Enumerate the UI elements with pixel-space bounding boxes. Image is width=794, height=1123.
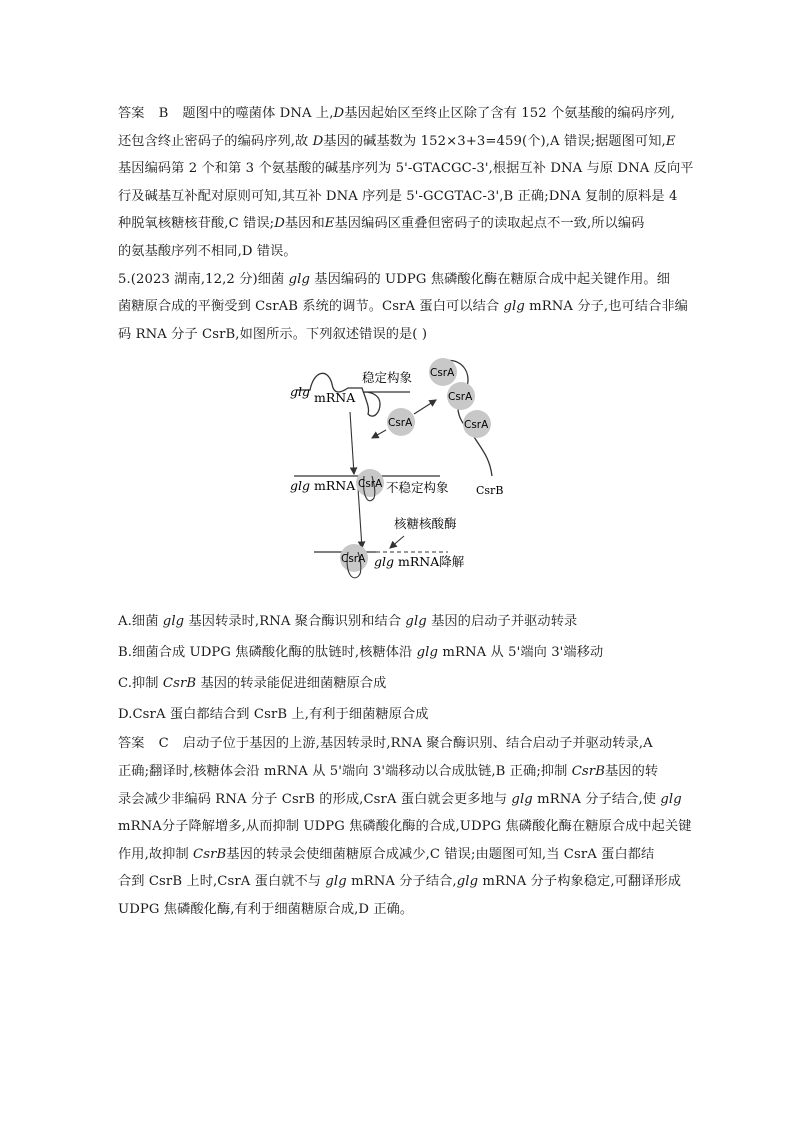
text-line	[118, 321, 688, 349]
italic-term: D	[333, 106, 345, 121]
label-csra: CsrA	[448, 391, 473, 404]
text-line	[118, 293, 688, 321]
label-csrb: CsrB	[476, 484, 504, 498]
italic-term: D	[312, 133, 324, 149]
text-line	[118, 637, 688, 668]
label-mrna: mRNA	[314, 478, 356, 494]
text-line	[118, 699, 688, 730]
text-line	[118, 786, 688, 814]
label-csra: CsrA	[464, 419, 489, 432]
text-span: 作用,故抑制	[118, 846, 194, 862]
q5-answer	[118, 730, 692, 923]
text-span: 题图中的噬菌体 DNA 上,	[182, 106, 334, 121]
label-stable: 稳定构象	[362, 370, 413, 386]
text-span: 基因的碱基数为 152×3+3=459(个),A 错误;据题图可知,	[323, 133, 666, 149]
italic-term: glg	[325, 874, 347, 890]
text-line	[118, 128, 688, 156]
rnase-arrow	[390, 536, 404, 548]
document-page	[118, 100, 694, 924]
text-span: C	[158, 736, 169, 752]
text-span: mRNA 分子,也可结合非编	[524, 299, 688, 315]
text-line	[118, 266, 688, 294]
text-line	[118, 841, 688, 869]
text-span: 基因转录时,RNA 聚合酶识别和结合	[184, 614, 406, 630]
text-span: 基因编码第 2 个和第 3 个氨基酸的碱基序列为 5'-GTACGC-3',根据互补 DNA 与原 DNA 反向平	[118, 161, 694, 177]
csra-regulation-diagram	[118, 348, 688, 606]
label-glg: glg	[290, 384, 311, 400]
label-rnase: 核糖核酸酶	[394, 516, 457, 532]
text-line	[118, 100, 688, 128]
arrow-down-2	[358, 488, 362, 548]
text-span: mRNA 分子结合,	[346, 874, 457, 890]
q5-options	[118, 606, 688, 730]
text-span: 还包含终止密码子的编码序列,故	[118, 133, 313, 149]
text-line	[118, 210, 688, 238]
text-span: 的氨基酸序列不相同,D 错误。	[118, 243, 297, 259]
text-line	[118, 606, 688, 637]
text-span: 正确;翻译时,核糖体会沿 mRNA 从 5'端向 3'端移动以合成肽链,B 正确;抑制	[118, 763, 572, 779]
q4-answer	[118, 100, 694, 266]
text-span: mRNA 分子构象稳定,可翻译形成	[478, 874, 682, 890]
text-span: A.细菌	[118, 614, 163, 630]
text-span: B.细菌合成 UDPG 焦磷酸化酶的肽链时,核糖体沿	[118, 645, 417, 661]
text-span: 基因的转录能促进细菌糖原合成	[196, 676, 387, 692]
text-span: D.CsrA 蛋白都结合到 CsrB 上,有利于细菌糖原合成	[118, 707, 429, 723]
italic-term: glg	[456, 874, 479, 890]
text-span: 合到 CsrB 上时,CsrA 蛋白就不与	[118, 874, 326, 890]
text-span: 基因的转	[605, 763, 659, 779]
text-span: 基因和	[284, 216, 325, 232]
label-glg: glg	[290, 478, 311, 494]
text-span: B	[158, 106, 169, 121]
text-span: 菌糖原合成的平衡受到 CsrAB 系统的调节。CsrA 蛋白可以结合	[118, 299, 504, 315]
text-span: 基因的转录会使细菌糖原合成减少,C 错误;由题图可知,当 CsrA 蛋白都结	[226, 846, 655, 862]
italic-term: CsrB	[571, 763, 605, 779]
italic-term: glg	[162, 614, 185, 630]
text-span: UDPG 焦磷酸化酶,有利于细菌糖原合成,D 正确。	[118, 901, 414, 917]
label-glg: glg	[374, 554, 395, 570]
text-span: mRNA 分子结合,使	[532, 791, 661, 807]
label-csra-degrade: CsrA	[341, 553, 366, 566]
italic-term: glg	[660, 791, 682, 807]
italic-term: glg	[511, 791, 533, 807]
text-line	[118, 758, 688, 786]
text-span: 种脱氧核糖核苷酸,C 错误;	[118, 216, 275, 232]
arrow-down-1	[350, 412, 354, 474]
label-csra: CsrA	[430, 367, 455, 380]
text-line	[118, 896, 688, 924]
text-line	[118, 730, 688, 758]
italic-term: E	[665, 133, 676, 149]
label-degrade: mRNA降解	[398, 554, 465, 570]
arrow-from-csra	[372, 430, 386, 438]
text-line	[118, 238, 688, 266]
text-line	[118, 155, 694, 183]
text-span: 启动子位于基因的上游,基因转录时,RNA 聚合酶识别、结合启动子并驱动转录,A	[182, 736, 653, 752]
text-span: C.抑制	[118, 676, 163, 692]
label-mrna: mRNA	[314, 390, 356, 406]
text-span: 基因编码的 UDPG 焦磷酸化酶在糖原合成中起关键作用。细	[310, 271, 670, 287]
text-span: 基因编码区重叠但密码子的读取起点不一致,所以编码	[334, 216, 645, 232]
italic-term: glg	[503, 299, 525, 315]
italic-term: glg	[288, 271, 311, 287]
italic-term: E	[324, 216, 335, 232]
text-span: 答案	[118, 736, 145, 752]
text-span: 答案	[118, 106, 145, 121]
label-unstable: 不稳定构象	[386, 480, 449, 496]
text-span: 录会减少非编码 RNA 分子 CsrB 的形成,CsrA 蛋白就会更多地与	[118, 791, 512, 807]
text-line	[118, 668, 688, 699]
text-span: 行及碱基互补配对原则可知,其互补 DNA 序列是 5'-GCGTAC-3',B 正确;DNA 复制的原料是 4	[118, 188, 678, 204]
label-csra-free: CsrA	[388, 417, 413, 430]
italic-term: glg	[405, 614, 427, 630]
italic-term: CsrB	[193, 846, 227, 862]
text-span: 5.(2023 湖南,12,2 分)细菌	[118, 271, 289, 287]
italic-term: CsrB	[162, 676, 197, 692]
text-span: 码 RNA 分子 CsrB,如图所示。下列叙述错误的是( )	[118, 326, 428, 342]
text-line	[118, 183, 688, 211]
diagram-svg	[118, 348, 688, 606]
text-line	[118, 813, 692, 841]
arrow-to-csrb	[414, 400, 436, 414]
text-span: 基因起始区至终止区除了含有 152 个氨基酸的编码序列,	[344, 106, 675, 121]
italic-term: glg	[416, 645, 439, 661]
italic-term: D	[274, 216, 285, 232]
text-span: mRNA分子降解增多,从而抑制 UDPG 焦磷酸化酶的合成,UDPG 焦磷酸化酶在糖原合成中起关键	[118, 819, 692, 835]
q5-stem	[118, 266, 688, 349]
text-line	[118, 868, 688, 896]
label-csra-bound: CsrA	[358, 478, 383, 491]
text-span: mRNA 从 5'端向 3'端移动	[438, 645, 604, 661]
text-span: 基因的启动子并驱动转录	[426, 614, 578, 630]
